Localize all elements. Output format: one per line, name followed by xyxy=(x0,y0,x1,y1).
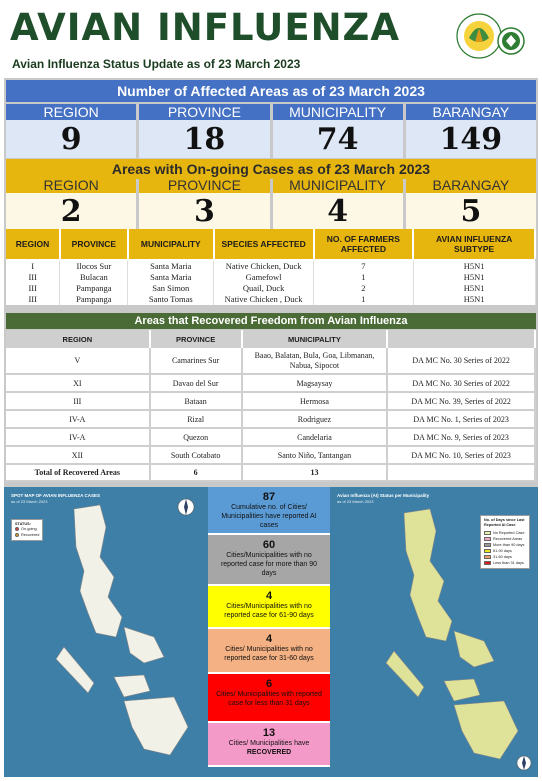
table-header-row xyxy=(6,229,535,259)
cell: South Cotabato xyxy=(150,446,242,464)
cell: XI xyxy=(6,374,150,392)
col-header: REGION xyxy=(6,229,60,259)
summary-box-under-31 xyxy=(208,674,330,723)
summary-stack xyxy=(208,487,330,767)
cell: XII xyxy=(6,446,150,464)
cell: 1 xyxy=(314,272,414,283)
legend-item xyxy=(484,560,526,566)
cell: Camarines Sur xyxy=(150,348,242,374)
col-header xyxy=(387,330,535,348)
table-row xyxy=(6,348,535,374)
cell: I xyxy=(6,261,60,272)
status-map-date: as of 23 March 2023 xyxy=(337,499,374,504)
spot-map-date: as of 23 March 2023 xyxy=(11,499,48,504)
ongoing-stats xyxy=(6,177,536,229)
cell: Quezon xyxy=(150,428,242,446)
summary-box-61-90 xyxy=(208,586,330,629)
summary-number: 13 xyxy=(262,727,276,739)
spot-map xyxy=(4,487,208,777)
summary-number: 6 xyxy=(265,678,273,690)
cell: DA MC No. 9, Series of 2023 xyxy=(387,428,535,446)
cell: H5N1 xyxy=(413,261,535,272)
cell: III xyxy=(6,283,60,294)
stat-value: 149 xyxy=(406,120,536,158)
cell: 2 xyxy=(314,283,414,294)
cell xyxy=(387,464,535,481)
header xyxy=(0,0,542,76)
table-row xyxy=(6,428,535,446)
table-row xyxy=(6,374,535,392)
legend-label: Recovered Areas xyxy=(493,537,523,541)
summary-text: Cities/ Municipalities with no reported case for 31-60 days xyxy=(224,646,314,662)
summary-text: Cumulative no. of Cities/ Municipalities have reported AI cases xyxy=(221,504,317,529)
cell: DA MC No. 30 Series of 2022 xyxy=(387,348,535,374)
legend-label: Recovered xyxy=(21,533,40,537)
cell: H5N1 xyxy=(413,272,535,283)
stat-value: 3 xyxy=(139,193,269,229)
page-title: AVIAN INFLUENZA xyxy=(10,6,401,49)
ongoing-stat-municipality xyxy=(273,177,403,229)
summary-number: 87 xyxy=(262,491,276,503)
legend-label: On-going xyxy=(21,527,37,531)
col-header: MUNICIPALITY xyxy=(242,330,388,348)
cell: San Simon xyxy=(128,283,214,294)
legend-title: STATUS: xyxy=(15,522,31,526)
stat-label: BARANGAY xyxy=(406,177,536,193)
affected-stat-province xyxy=(139,104,269,158)
affected-heading: Number of Affected Areas as of 23 March 2023 xyxy=(6,80,536,102)
table-row xyxy=(6,410,535,428)
summary-box-over-90 xyxy=(208,535,330,586)
table-row xyxy=(6,261,535,272)
col-header: PROVINCE xyxy=(150,330,242,348)
cell: Native Chicken , Duck xyxy=(214,294,314,305)
legend-label: 61-90 days xyxy=(493,549,512,553)
cell: Rizal xyxy=(150,410,242,428)
legend-title: No. of Days since Last Reported AI Case xyxy=(484,518,525,527)
stat-label: REGION xyxy=(6,177,136,193)
cell: 6 xyxy=(150,464,242,481)
legend-label: Less than 31 days xyxy=(493,561,524,565)
stat-label: REGION xyxy=(6,104,136,120)
ongoing-heading: Areas with On-going Cases as of 23 March 2023 xyxy=(6,159,536,179)
cell: 7 xyxy=(314,261,414,272)
cell: Rodriguez xyxy=(242,410,388,428)
table-row xyxy=(6,392,535,410)
affected-stat-municipality xyxy=(273,104,403,158)
cell: III xyxy=(6,272,60,283)
cell: DA MC No. 10, Series of 2023 xyxy=(387,446,535,464)
legend-item xyxy=(15,532,39,538)
status-map-title: Avian Influenza (AI) Status per Municipality xyxy=(337,493,430,498)
col-header: PROVINCE xyxy=(60,229,128,259)
stat-label: PROVINCE xyxy=(139,177,269,193)
department-logo xyxy=(455,8,527,66)
cell: Gamefowl xyxy=(214,272,314,283)
cell: Total of Recovered Areas xyxy=(6,464,150,481)
spot-map-legend xyxy=(11,519,43,541)
cell: Santo Niño, Tantangan xyxy=(242,446,388,464)
cell: Santo Tomas xyxy=(128,294,214,305)
cell: H5N1 xyxy=(413,294,535,305)
cell: Bataan xyxy=(150,392,242,410)
summary-box-recovered xyxy=(208,723,330,767)
cell: Baao, Balatan, Bula, Goa, Libmanan, Nabua, Sipocot xyxy=(242,348,388,374)
cell: Ilocos Sur xyxy=(60,261,128,272)
page-subtitle: Avian Influenza Status Update as of 23 March 2023 xyxy=(12,57,301,71)
cell: Santa Maria xyxy=(128,261,214,272)
stat-value: 2 xyxy=(6,193,136,229)
affected-stat-barangay xyxy=(406,104,536,158)
ongoing-stat-province xyxy=(139,177,269,229)
status-map xyxy=(330,487,538,777)
spot-map-title: SPOT MAP OF AVIAN INFLUENZA CASES xyxy=(11,493,101,498)
cell: 1 xyxy=(314,294,414,305)
legend-label: No Reported Case xyxy=(493,531,525,535)
ongoing-stat-region xyxy=(6,177,136,229)
cell: DA MC No. 30 Series of 2022 xyxy=(387,374,535,392)
stat-label: PROVINCE xyxy=(139,104,269,120)
summary-text: Cities/ Municipalities with reported case for less than 31 days xyxy=(216,691,322,707)
status-map-legend xyxy=(480,515,530,569)
summary-text-emphasis: RECOVERED xyxy=(246,749,292,756)
cell: Native Chicken, Duck xyxy=(214,261,314,272)
recovered-heading: Areas that Recovered Freedom from Avian Influenza xyxy=(6,313,536,329)
cell: 13 xyxy=(242,464,388,481)
table-row xyxy=(6,272,535,283)
col-header: SPECIES AFFECTED xyxy=(214,229,314,259)
ongoing-cases-table xyxy=(6,229,536,305)
col-header: MUNICIPALITY xyxy=(128,229,214,259)
col-header: REGION xyxy=(6,330,150,348)
cell: IV-A xyxy=(6,428,150,446)
table-row xyxy=(6,283,535,294)
summary-text: Cities/ Municipalities have xyxy=(228,740,310,747)
stat-label: MUNICIPALITY xyxy=(273,177,403,193)
summary-number: 60 xyxy=(262,539,276,551)
cell: III xyxy=(6,294,60,305)
cell: Hermosa xyxy=(242,392,388,410)
cell: Quail, Duck xyxy=(214,283,314,294)
cell: H5N1 xyxy=(413,283,535,294)
stat-label: MUNICIPALITY xyxy=(273,104,403,120)
cell: III xyxy=(6,392,150,410)
table-row xyxy=(6,294,535,305)
summary-number: 4 xyxy=(265,590,273,602)
stat-value: 74 xyxy=(273,120,403,158)
cell: DA MC No. 1, Series of 2023 xyxy=(387,410,535,428)
stat-value: 5 xyxy=(406,193,536,229)
cell: Pampanga xyxy=(60,294,128,305)
stat-value: 4 xyxy=(273,193,403,229)
cell: Candelaria xyxy=(242,428,388,446)
ongoing-stat-barangay xyxy=(406,177,536,229)
summary-number: 4 xyxy=(265,633,273,645)
summary-box-cumulative xyxy=(208,487,330,535)
table-row xyxy=(6,446,535,464)
summary-box-31-60 xyxy=(208,629,330,674)
summary-text: Cities/Municipalities with no reported case for more than 90 days xyxy=(220,552,318,577)
col-header: AVIAN INFLUENZA SUBTYPE xyxy=(413,229,535,259)
cell: Magsaysay xyxy=(242,374,388,392)
affected-stat-region xyxy=(6,104,136,158)
cell: Bulacan xyxy=(60,272,128,283)
stat-value: 18 xyxy=(139,120,269,158)
col-header: NO. OF FARMERS AFFECTED xyxy=(314,229,414,259)
cell: IV-A xyxy=(6,410,150,428)
cell: DA MC No. 39, Series of 2022 xyxy=(387,392,535,410)
cell: Davao del Sur xyxy=(150,374,242,392)
recovered-table xyxy=(6,330,536,482)
affected-stats xyxy=(6,104,536,158)
table-header-row xyxy=(6,330,535,348)
summary-text: Cities/Municipalities with no reported case for 61-90 days xyxy=(224,603,314,619)
cell: V xyxy=(6,348,150,374)
cell: Santa Maria xyxy=(128,272,214,283)
stat-label: BARANGAY xyxy=(406,104,536,120)
total-row xyxy=(6,464,535,481)
legend-label: 31-60 days xyxy=(493,555,512,559)
cell: Pampanga xyxy=(60,283,128,294)
legend-label: More than 90 days xyxy=(493,543,525,547)
stat-value: 9 xyxy=(6,120,136,158)
